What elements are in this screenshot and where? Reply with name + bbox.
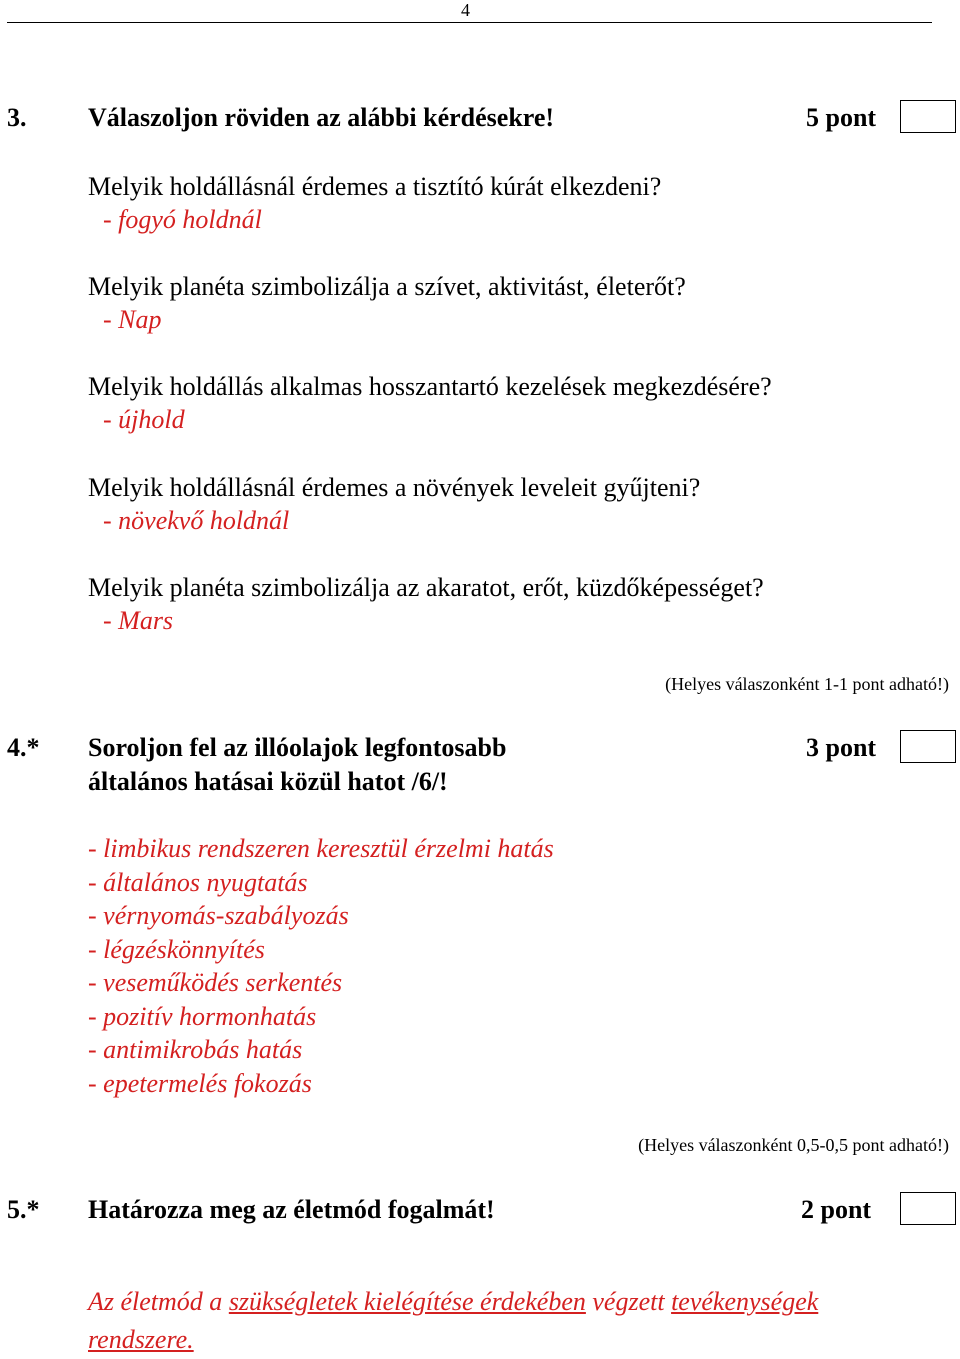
q5-answer-part5: rendszere. bbox=[88, 1325, 194, 1354]
q4-points: 3 pont bbox=[806, 733, 877, 762]
q3-question-2: Melyik planéta szimbolizálja a szívet, aktivitást, életerőt? bbox=[88, 272, 686, 301]
q3-points: 5 pont bbox=[806, 103, 877, 132]
q4-answer-8: - epetermelés fokozás bbox=[88, 1069, 312, 1098]
q4-answer-7: - antimikrobás hatás bbox=[88, 1035, 303, 1064]
q5-title: Határozza meg az életmód fogalmát! bbox=[88, 1195, 495, 1224]
q4-title-line1: Soroljon fel az illóolajok legfontosabb bbox=[88, 733, 507, 762]
page-number: 4 bbox=[461, 0, 470, 20]
q3-number: 3. bbox=[7, 103, 27, 132]
q4-answer-3: - vérnyomás-szabályozás bbox=[88, 901, 349, 930]
q5-points: 2 pont bbox=[801, 1195, 872, 1224]
q4-answer-2: - általános nyugtatás bbox=[88, 868, 308, 897]
q5-answer-part4: tevékenységek bbox=[671, 1287, 819, 1316]
q4-number: 4.* bbox=[7, 733, 40, 762]
q5-number: 5.* bbox=[7, 1195, 40, 1224]
q5-answer-part3: végzett bbox=[585, 1287, 672, 1316]
q4-score-box[interactable] bbox=[900, 730, 956, 763]
q5-answer-line1 bbox=[88, 1287, 818, 1317]
q5-answer-part1: Az életmód a bbox=[88, 1287, 229, 1316]
q5-score-box[interactable] bbox=[900, 1192, 956, 1225]
q3-note: (Helyes válaszonként 1-1 pont adható!) bbox=[665, 674, 949, 694]
q3-title: Válaszoljon röviden az alábbi kérdésekre! bbox=[88, 103, 555, 132]
q4-title-line2: általános hatásai közül hatot /6/! bbox=[88, 767, 448, 796]
q3-question-5: Melyik planéta szimbolizálja az akaratot, erőt, küzdőképességet? bbox=[88, 573, 764, 602]
q4-note: (Helyes válaszonként 0,5-0,5 pont adható!) bbox=[638, 1135, 949, 1155]
q3-question-1: Melyik holdállásnál érdemes a tisztító kúrát elkezdeni? bbox=[88, 172, 662, 201]
q5-answer-line2 bbox=[88, 1325, 194, 1355]
q3-answer-4: - növekvő holdnál bbox=[103, 506, 290, 535]
q4-answer-4: - légzéskönnyítés bbox=[88, 935, 265, 964]
q4-answer-1: - limbikus rendszeren keresztül érzelmi hatás bbox=[88, 834, 554, 863]
q3-question-3: Melyik holdállás alkalmas hosszantartó kezelések megkezdésére? bbox=[88, 372, 772, 401]
q3-answer-1: - fogyó holdnál bbox=[103, 205, 262, 234]
q3-answer-2: - Nap bbox=[103, 305, 162, 334]
header-rule bbox=[7, 22, 932, 23]
q4-answer-6: - pozitív hormonhatás bbox=[88, 1002, 317, 1031]
q3-score-box[interactable] bbox=[900, 100, 956, 133]
q3-answer-3: - újhold bbox=[103, 405, 185, 434]
q5-answer-part2: szükségletek kielégítése érdekében bbox=[228, 1287, 586, 1316]
q4-answer-5: - veseműködés serkentés bbox=[88, 968, 343, 997]
q3-question-4: Melyik holdállásnál érdemes a növények leveleit gyűjteni? bbox=[88, 473, 701, 502]
q3-answer-5: - Mars bbox=[103, 606, 174, 635]
